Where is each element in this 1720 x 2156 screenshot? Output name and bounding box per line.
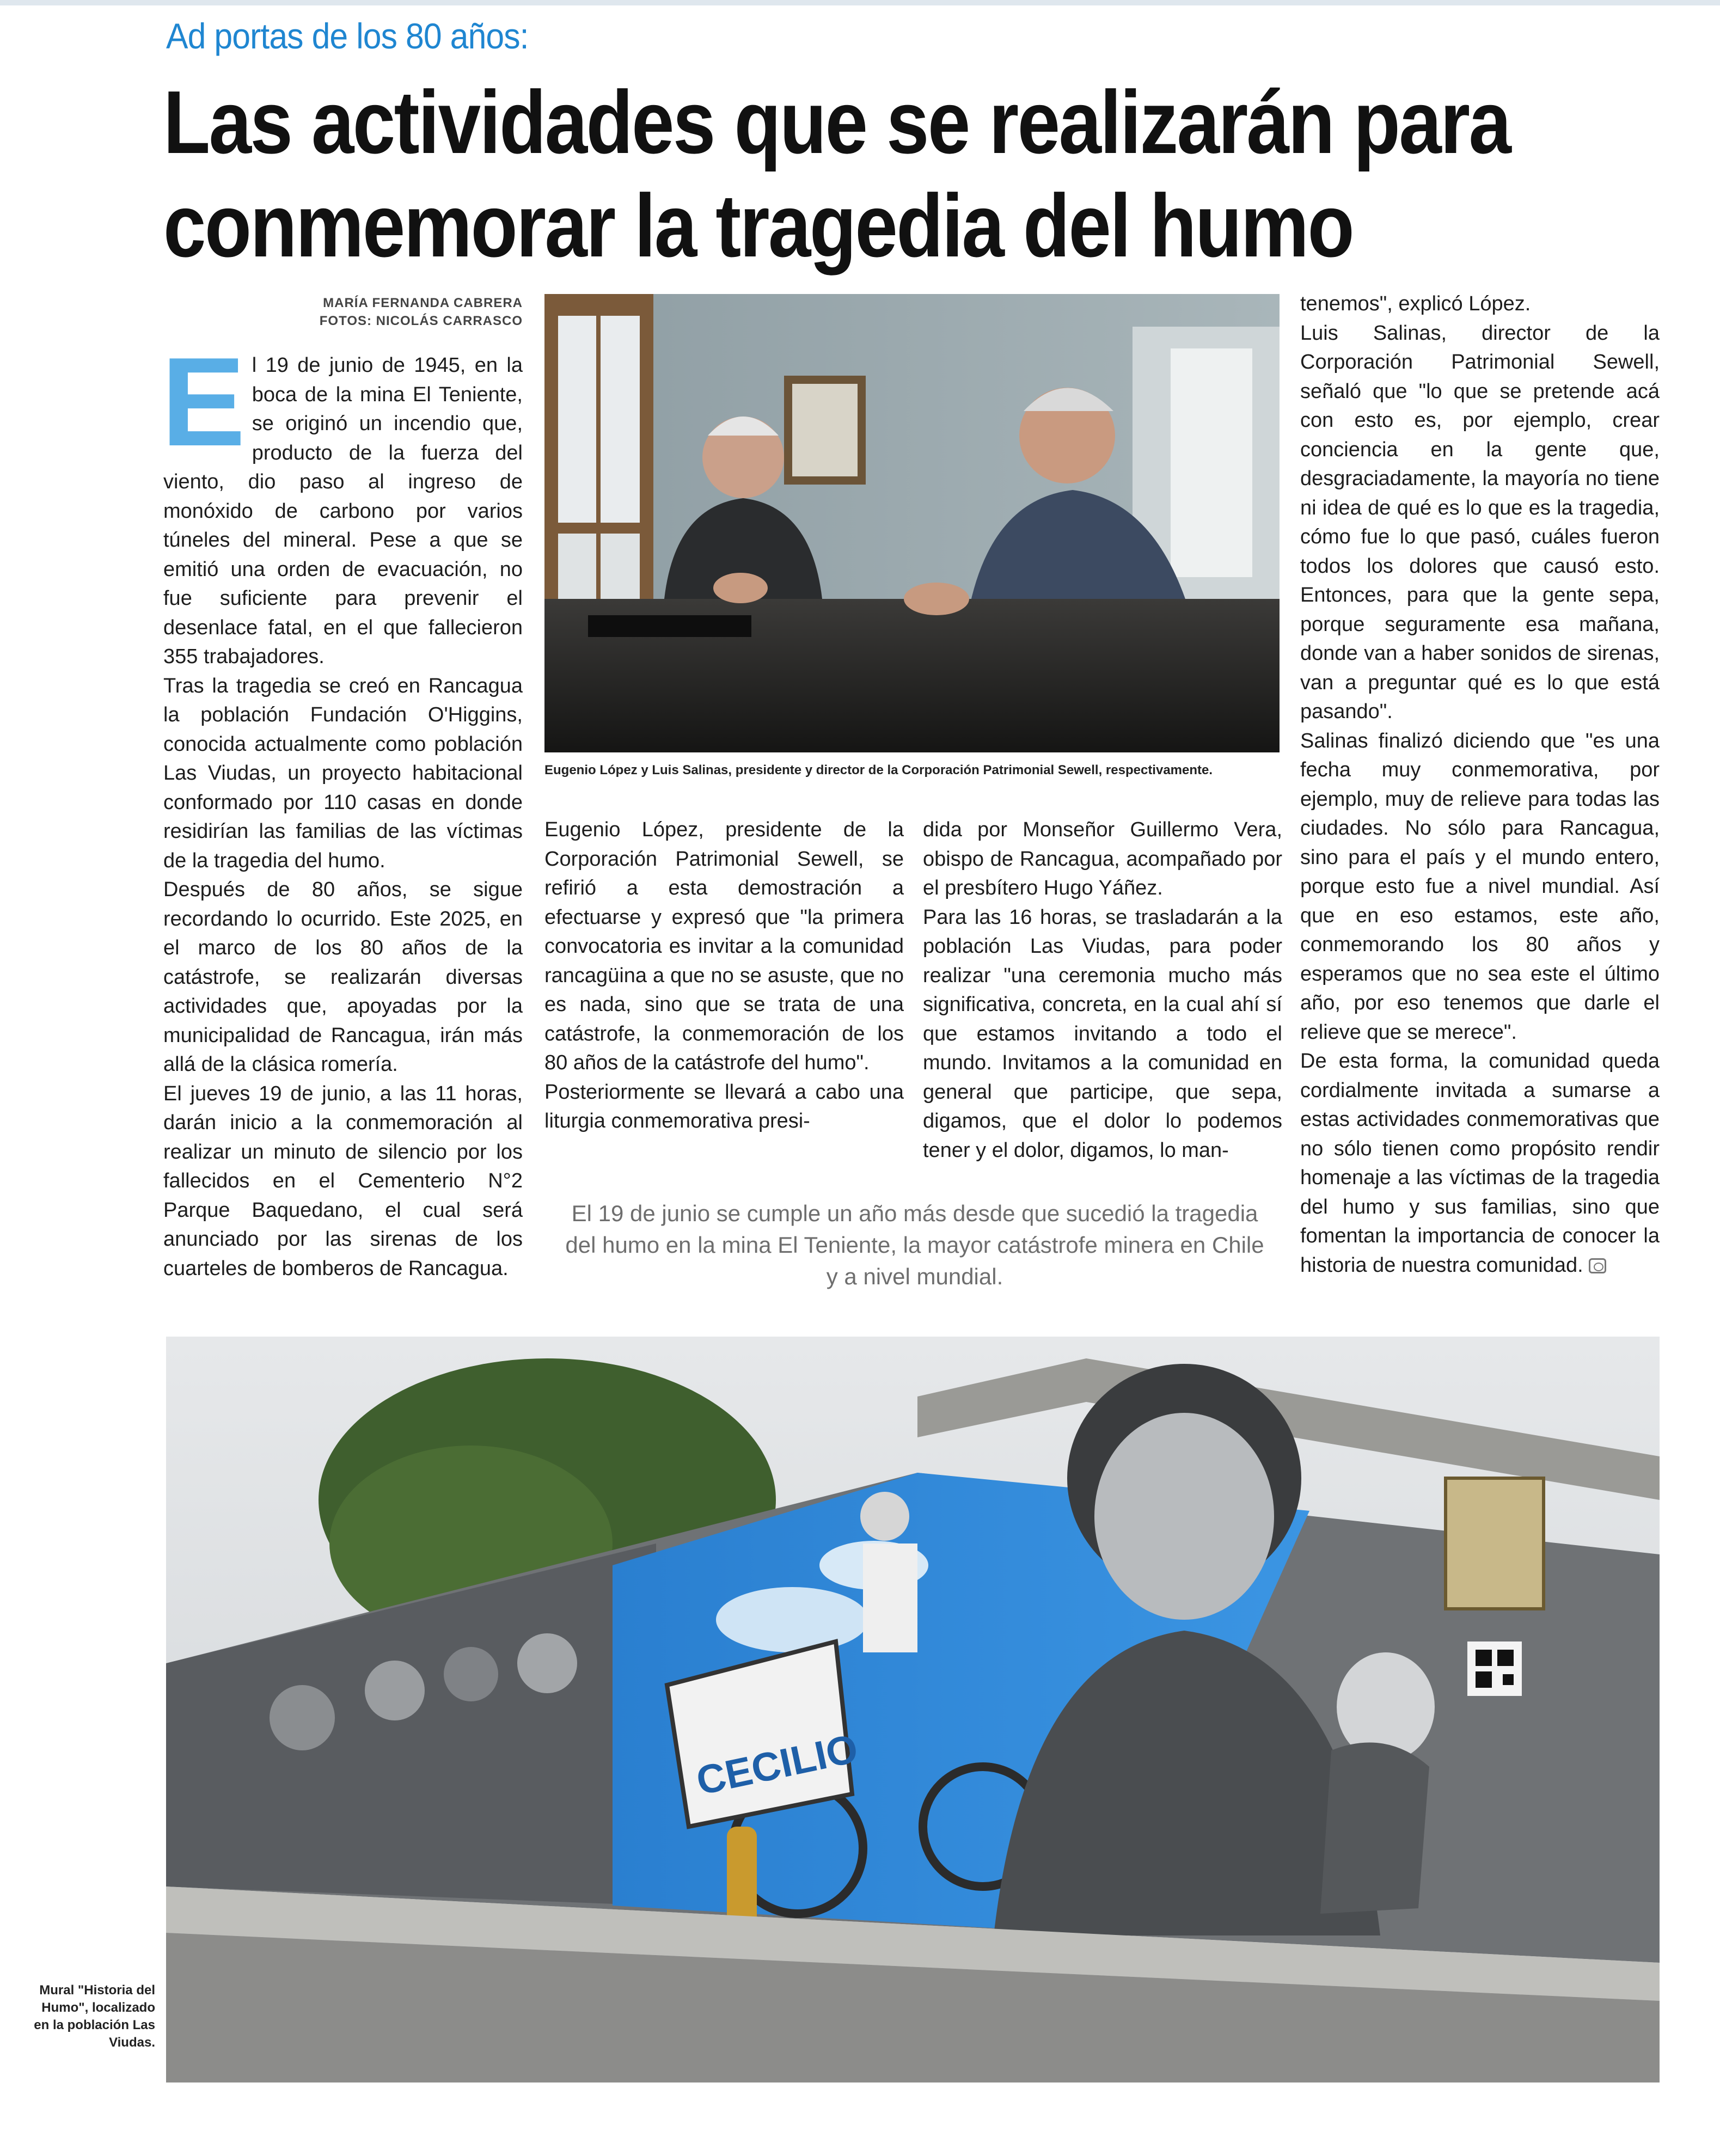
paragraph: Para las 16 horas, se trasladarán a la población Las Viudas, para poder realizar "una ceremonia mucho más significativa, concreta, en la cual ahí sí que estamos invitando a todo el mundo. Invitamos a la comunidad en general que participe, que sepa, digamos, que el dolor lo podemos tener y el dolor, digamos, lo man- xyxy=(923,905,1282,1162)
mural-caption: Mural "Historia del Humo", localizado en la población Las Viudas. xyxy=(34,1983,155,2050)
top-border xyxy=(0,0,1720,5)
article-kicker: Ad portas de los 80 años: xyxy=(166,16,529,56)
article-credits xyxy=(305,294,523,330)
interview-photo xyxy=(544,294,1280,752)
paragraph: Eugenio López, presidente de la Corporación Patrimonial Sewell, se refirió a esta demostración a efectuarse y expresó que "la primera convocatoria es invitar a la comunidad rancagüina a que no se asuste, que no es nada, sino que se trata de una catástrofe, la conmemoración de los 80 años de la catástrofe del humo". xyxy=(544,818,904,1074)
headline-line-1: Las actividades que se realizarán para xyxy=(163,72,1510,172)
paragraph: El jueves 19 de junio, a las 11 horas, darán inicio a la conmemoración al realizar un minuto de silencio por los fallecidos en el Cementerio N°2 Parque Baquedano, el cual será anunciado por las sirenas de los cuarteles de bomberos de Rancagua. xyxy=(163,1082,523,1280)
text-column-2 xyxy=(544,816,904,1136)
text-column-1 xyxy=(161,332,523,1283)
end-of-article-icon xyxy=(1589,1258,1606,1273)
paragraph: Posteriormente se llevará a cabo una liturgia conmemorativa presi- xyxy=(544,1080,904,1132)
paragraph: El 19 de junio de 1945, en la boca de la mina El Teniente, se originó un incendio que, producto de la fuerza del viento, dio paso al ingreso de monóxido de carbono por varios túneles del mineral. Pese a que se emitió una orden de evacuación, no fue suficiente para prevenir el desenlace fatal, en el que fallecieron 355 trabajadores. xyxy=(161,332,523,668)
text-column-3 xyxy=(923,816,1282,1165)
paragraph: Salinas finalizó diciendo que "es una fecha muy conmemorativa, por ejemplo, muy de relieve para todas las ciudades. No sólo para Rancagua, sino para el país y el mundo entero, porque esto fue a nivel mundial. Así que en eso estamos, este año, conmemorando los 80 años y esperamos que no sea este el último año, por eso tenemos que darle el relieve que se merece". xyxy=(1300,729,1660,1044)
paragraph: dida por Monseñor Guillermo Vera, obispo de Rancagua, acompañado por el presbítero Hugo Yáñez. xyxy=(923,818,1282,899)
paragraph: De esta forma, la comunidad queda cordialmente invitada a sumarse a estas actividades conmemorativas que no sólo tienen como propósito rendir homenaje a las víctimas de la tragedia del humo y sus familias, sino que fomentan la importancia de conocer la historia de nuestra comunidad. xyxy=(1300,1050,1660,1277)
mural-photo xyxy=(166,1337,1660,2082)
paragraph: Tras la tragedia se creó en Rancagua la población Fundación O'Higgins, conocida actualmente como población Las Viudas, un proyecto habitacional conformado por 110 casas en donde residirían las familias de las víctimas de la tragedia del humo. xyxy=(163,674,523,872)
photo-credit: FOTOS: NICOLÁS CARRASCO xyxy=(319,314,523,328)
paragraph: tenemos", explicó López. xyxy=(1300,292,1531,315)
pull-quote: El 19 de junio se cumple un año más desde que sucedió la tragedia del humo en la mina El Teniente, la mayor catástrofe minera en Chile y a nivel mundial. xyxy=(565,1200,1264,1289)
text-column-4 xyxy=(1300,290,1660,1280)
drop-cap: E xyxy=(161,332,246,473)
byline: MARÍA FERNANDA CABRERA xyxy=(323,296,523,310)
paragraph: Después de 80 años, se sigue recordando lo ocurrido. Este 2025, en el marco de los 80 años de la catástrofe, se realizarán diversas actividades que, apoyadas por la municipalidad de Rancagua, irán más allá de la clásica romería. xyxy=(163,878,523,1076)
paragraph: Luis Salinas, director de la Corporación Patrimonial Sewell, señaló que "lo que se pretende acá con esto es, por ejemplo, crear conciencia en la gente que, desgraciadamente, la mayoría no tiene ni idea de qué es lo que es la tragedia, cómo fue lo que pasó, cuáles fueron todos los dolores que causó esto. Entonces, para que la gente sepa, porque seguramente esa mañana, donde van a haber sonidos de sirenas, van a preguntar qué es lo que está pasando". xyxy=(1300,321,1660,723)
mural-painted-text: CECILIO xyxy=(692,1725,862,1804)
article-headline xyxy=(163,71,1521,278)
headline-line-2: conmemorar la tragedia del humo xyxy=(163,176,1354,275)
photo-caption: Eugenio López y Luis Salinas, presidente y director de la Corporación Patrimonial Sewell, respectivamente. xyxy=(544,763,1213,777)
